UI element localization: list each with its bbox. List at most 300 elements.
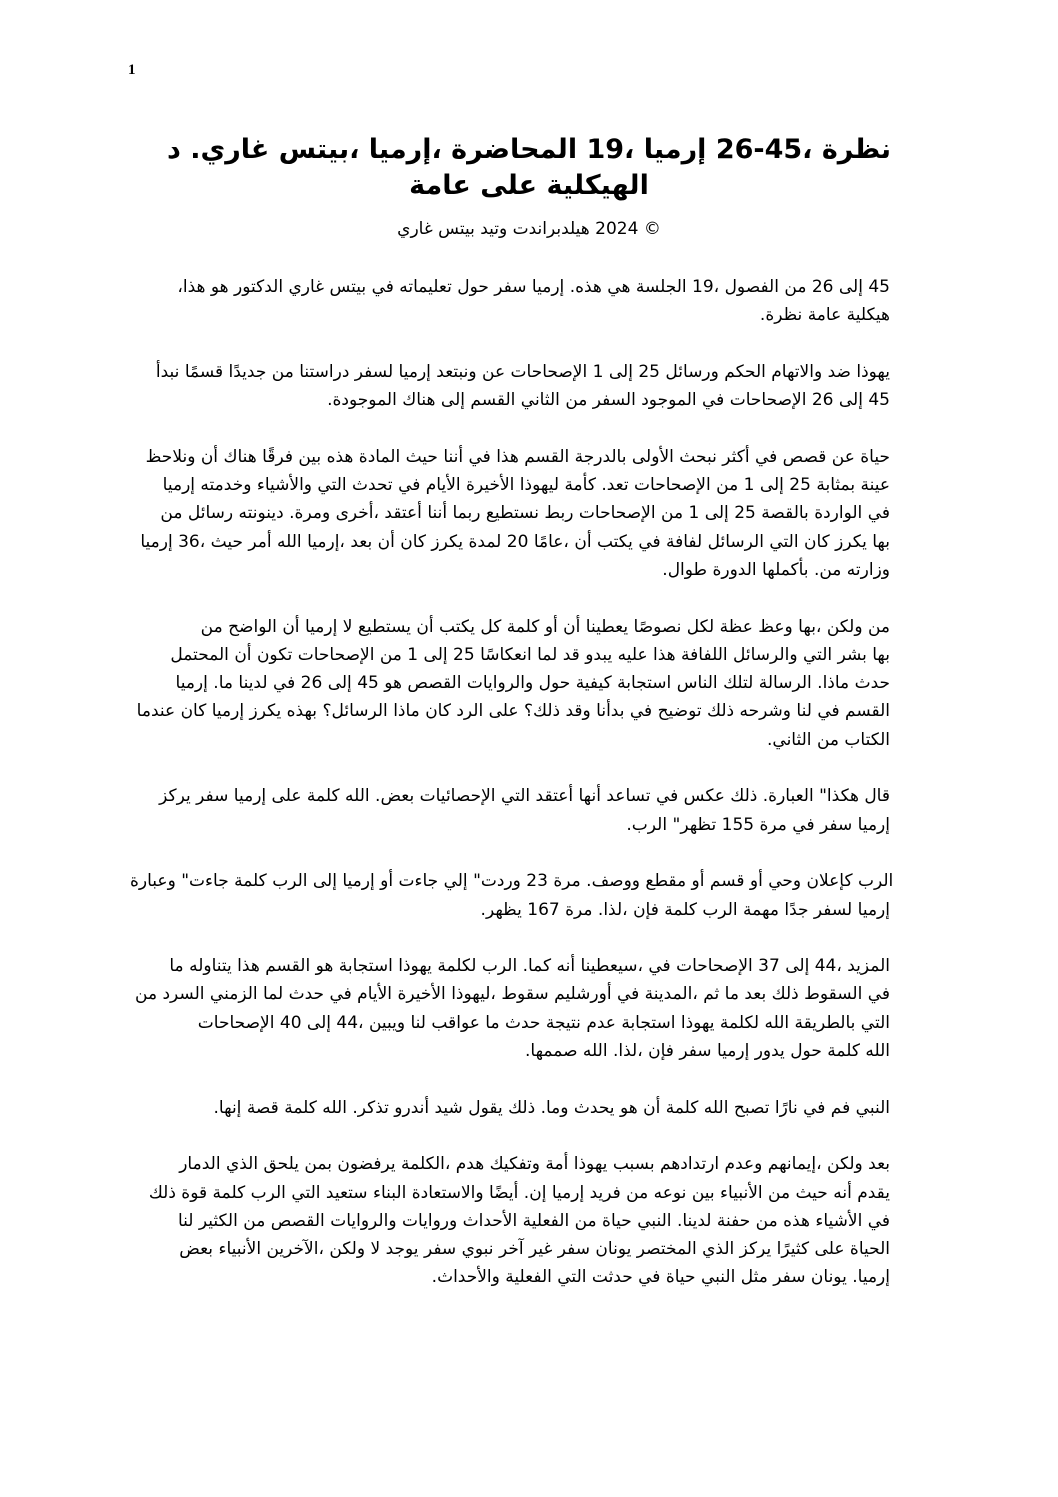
word: يحدث [573,1097,615,1118]
word: الأحداث [462,1210,518,1231]
word: يقول [468,1097,503,1118]
word: يهوذا [573,1154,608,1175]
word: أن [234,644,252,665]
word: .ماذا [817,673,850,694]
word: وخدمته [200,475,252,496]
word: الكلمة، [401,1154,451,1175]
word: القسم [845,701,890,722]
word: يعطينا [585,616,629,637]
word: كان [400,531,426,552]
paragraph-line [130,1094,890,1122]
word: يهوذا [856,361,890,382]
word: الهيكلية [546,170,649,201]
word: 20 [506,531,529,552]
word: إلى [704,503,729,524]
word: قصة [246,1097,279,1118]
word: في [638,531,661,552]
word: من [816,729,839,750]
word: الدكتور [234,277,284,297]
word: أننا [443,446,464,467]
word: السفر [592,390,636,411]
word: التي [317,475,347,496]
paragraph [130,1150,890,1291]
word: عينة [860,475,890,496]
word: الزمني [209,984,258,1005]
word: كإعلان [806,871,853,892]
word: لكلمة [437,956,477,977]
word: هو [384,673,402,694]
word: ذلك [771,984,799,1005]
word: .لذا، [597,899,628,920]
word: في [803,1097,826,1118]
paragraph-line [130,867,894,895]
word: من [867,616,890,637]
word: يكرز [835,531,867,552]
word: بعد [744,984,767,1005]
word: كان [803,531,830,552]
word: إلى [306,1012,331,1033]
word: جاءت [398,871,439,892]
word: الأخيرة [466,475,515,496]
word: الرد [456,701,484,722]
word: "وردت [473,871,521,892]
word: في [867,984,890,1005]
word: بعد [350,531,373,552]
word: بدأنا [596,701,625,722]
word: الآخرين، [266,1239,324,1260]
word: .كما [522,956,552,977]
word: يتناوله [189,956,232,977]
word: ولكن [827,1154,863,1175]
paragraph-line [130,697,890,725]
word: ارتدادهم [659,1154,720,1175]
word: ذلك [148,1182,176,1203]
word: إرميا [551,1182,585,1203]
word: .الثاني [767,729,812,750]
word: 44، [336,1012,364,1033]
word: الفصول [724,277,779,297]
word: على [271,786,302,807]
word: بالقصة [761,503,809,524]
word: ما [169,956,184,977]
word: الرب [272,871,308,892]
word: "جاءت [181,871,229,892]
word: السرد [162,984,205,1005]
word: تحدث [352,475,393,496]
paragraph-line [130,273,890,301]
paragraph-line [130,301,890,329]
word: يقدم [857,1182,890,1203]
word: ،هذا [177,277,206,297]
word: ستعيد [325,1182,368,1203]
word: أو [749,871,763,892]
word: دراستنا [299,361,350,382]
word: أكثر [722,446,750,467]
word: أخرى، [335,503,379,524]
word: من [565,390,588,411]
word: سفر [820,814,853,835]
word: سفر [557,1239,591,1260]
word: إلي [443,871,468,892]
word: تعليماته [399,277,452,297]
word: لسفر [813,899,853,920]
word: الرسائل [707,531,764,552]
word: في [371,277,394,297]
word: فم [830,1097,851,1118]
paragraph-line [130,556,890,584]
word: ولكن [826,616,863,637]
word: الذي [225,1154,259,1175]
word: إرميا [175,673,208,694]
word: استجابة [621,1012,676,1033]
word: هيكلية [846,305,890,326]
word: من [379,644,402,665]
word: كلمة [284,1097,317,1118]
word: 1 [743,475,755,496]
paragraph-line [130,641,890,669]
word: سفر [679,1041,712,1062]
word: عواقب [431,1012,480,1033]
word: .إن [523,1182,547,1203]
word: ربط [544,503,574,524]
word: كلمة [306,786,340,807]
word: كلمة [664,899,697,920]
word: حدث [854,673,890,694]
word: مثل [740,1267,768,1288]
word: إرميا [857,899,890,920]
word: أعتقد [384,503,422,524]
paragraph-line [130,952,890,980]
word: الرب [702,899,738,920]
word: عامة [807,305,842,326]
word: قصص [782,446,827,467]
paragraph-line [130,1179,890,1207]
word: حيث [210,531,243,552]
word: ذلك [508,1097,536,1118]
word: الأيام [357,984,393,1005]
word: ذلك [730,786,758,807]
word: يلحق [263,1154,300,1175]
word: أعتقد [535,786,574,807]
word: بمثابة [816,475,856,496]
word: اللفافة [681,644,728,665]
word: هذه [326,446,354,467]
word: 2024 [595,219,639,239]
word: 26 [811,277,834,297]
word: القسم [470,390,516,411]
word: أنه [556,956,576,977]
word: لدينا [238,673,268,694]
word: 44، [814,956,842,977]
word: بيتس [438,219,475,239]
word: نظرة [821,134,892,165]
paragraph-line [130,471,890,499]
word: الله [703,1097,729,1118]
word: .طوال [662,559,708,580]
word: في [867,503,890,524]
word: أو [380,871,394,892]
word: المادة [358,446,401,467]
word: من [200,616,223,637]
word: بالدرجة [574,446,627,467]
word: غير [528,1239,553,1260]
word: الله [344,786,370,807]
word: عن [482,361,506,382]
word: والروايات [330,1210,397,1231]
word: أمة [545,1154,569,1175]
word: إرميا [233,786,267,807]
word: والاستعادة [411,1182,484,1203]
word: في [398,475,421,496]
word: فإن [633,899,659,920]
word: هو [315,956,334,977]
word: د [166,134,181,165]
word: "تظهر [672,814,717,835]
word: .ما [213,673,233,694]
word: الثاني [520,390,560,411]
word: إرميا [304,616,338,637]
word: ونبتعد [436,361,477,382]
word: .تعد [601,475,629,496]
word: 25 [453,644,475,665]
word: ذلك؟ [523,701,561,722]
word: .نظرة [759,305,803,326]
word: آخر [498,1239,524,1260]
word: .الموجودة [327,390,397,411]
word: ثم [703,984,720,1005]
paragraph [130,1094,890,1122]
word: في [468,446,491,467]
document-body [130,273,894,1320]
word: نبحث [679,446,717,467]
page-number: 1 [128,62,136,78]
word: 1 [407,644,419,665]
word: قسم [709,871,745,892]
word: أنه [833,1182,852,1203]
word: على [814,1239,845,1260]
word: الحكم [724,361,766,382]
word: هناك [402,390,436,411]
word: في [648,956,671,977]
word: وعدم [724,1154,763,1175]
word: أندرو [394,1097,430,1118]
word: انعكاسًا [480,644,532,665]
word: 45 [868,390,890,411]
word: هو [619,1097,638,1118]
word: أن [200,446,219,467]
word: .إنها [213,1097,242,1118]
word: بالطريقة [794,1012,856,1033]
paragraph [130,273,890,330]
word: وقد [565,701,591,722]
word: في [792,814,815,835]
word: شيد [434,1097,463,1118]
word: التي [291,1182,321,1203]
word: التي [769,531,799,552]
word: من [626,1182,649,1203]
paragraph-line [130,499,890,527]
word: جديدًا [228,361,267,382]
word: بين [691,1182,715,1203]
word: في [329,984,352,1005]
word: بهذه [286,701,318,722]
paragraph-line [130,1037,890,1065]
word: كان [180,701,207,722]
word: إرميا [716,1041,750,1062]
word: كثيرًا [776,1239,810,1260]
word: 19، [586,134,635,165]
word: .الرب [626,814,668,835]
word: الإحصائيات [419,786,496,807]
word: والرسائل [733,644,798,665]
word: أن [282,616,300,637]
word: 40 [279,1012,302,1033]
word: الأيام [425,475,461,496]
word: كان [425,701,451,722]
word: لما [537,644,558,665]
word: القسم [524,446,570,467]
word: يدور [754,1041,785,1062]
word: في [754,446,778,467]
word: وشرحه [739,701,791,722]
word: الرب [250,1182,286,1203]
word: فرقًا [262,446,293,467]
word: وتيد [480,219,508,239]
word: نارًا [774,1097,798,1118]
word: ضد [827,361,851,382]
word: القسم [265,956,311,977]
word: المدينة، [644,984,698,1005]
paragraph-line [130,1009,890,1037]
word: لتلك [723,673,754,694]
word: 25 [638,361,660,382]
word: الرسالة [758,673,812,694]
paragraph-line [130,613,890,641]
word: إلى [759,475,784,496]
word: يكتب [439,616,475,637]
word: نبوي [461,1239,494,1260]
word: من [243,1210,266,1231]
title-line [140,132,918,168]
word: عامة [409,170,471,201]
word: الموجود [641,390,697,411]
paragraph-line [130,1207,890,1235]
word: الذي [702,1239,735,1260]
word: إرميا [211,701,245,722]
word: تكون [256,644,293,665]
word: الرب [857,871,894,892]
word: الأشياء [815,1210,863,1231]
word: التي [557,1267,587,1288]
word: إرميا، [307,531,345,552]
word: ورسائل [665,361,719,382]
word: هذا [653,644,676,665]
word: والروايات [466,673,534,694]
word: هذا [496,446,519,467]
word: بعض [179,1239,214,1260]
word: لنا [796,701,812,722]
word: الله [582,1041,608,1062]
word: إرميا [643,134,707,165]
word: إيمانهم، [767,1154,822,1175]
word: من [271,361,294,382]
word: وعبارة [130,871,176,892]
word: إرميا [162,475,196,496]
paragraph-line [130,669,890,697]
word: مقطع [645,871,687,892]
word: نبدأ [155,361,180,382]
word: وزارته [846,559,890,580]
word: الأخيرة [397,984,446,1005]
word: إرميا [398,361,431,382]
word: استجابة [338,956,393,977]
word: الإصحاحات [297,644,375,665]
word: إلى [838,390,863,411]
word: المختصر [636,1239,697,1260]
paragraph-line [130,1150,890,1178]
word: على [480,170,538,201]
word: من [160,503,183,524]
word: ليهوذا، [451,984,496,1005]
word: 1 [688,503,700,524]
word: حدثت [591,1267,633,1288]
word: هذا [237,956,260,977]
paragraph [130,613,890,754]
word: من [768,1182,791,1203]
word: يرفضون [337,1154,396,1175]
word: القصص [270,1210,325,1231]
word: حياة [860,446,890,467]
paragraph-line [130,782,890,810]
word: .لدينا [676,1210,712,1231]
paragraph [130,358,890,415]
word: كلمة [234,871,267,892]
word: قال [864,786,890,807]
word: .إرميا [852,1267,890,1288]
word: 167 [527,899,560,920]
word: نصوصًا [633,616,682,637]
word: الكتاب [844,729,890,750]
word: أن [574,531,592,552]
word: الدورة [712,559,757,580]
word: ويبين [368,1012,406,1033]
word: عامًا، [533,531,569,552]
word: لفافة [666,531,703,552]
word: كلمة [212,1182,246,1203]
word: أن [416,616,434,637]
word: الناس [676,673,718,694]
word: ما [485,1012,500,1033]
word: ليهوذا [519,475,560,496]
word: قوة [181,1182,208,1203]
word: .بعض [375,786,415,807]
word: دينونته [238,503,284,524]
word: 19، [692,277,720,297]
word: .لذا، [612,1041,643,1062]
word: القصص [407,673,462,694]
word: سيعطينا، [580,956,643,977]
word: عكس [683,786,725,807]
word: يوجد [385,1239,419,1260]
paragraph-line [130,896,890,924]
word: إلى [838,277,863,297]
word: الدمار [179,1154,221,1175]
word: يهوذا [680,1012,715,1033]
word: من [574,1210,597,1231]
word: يونان [595,1239,632,1260]
word: حدث [288,984,325,1005]
word: أن [643,1097,661,1118]
